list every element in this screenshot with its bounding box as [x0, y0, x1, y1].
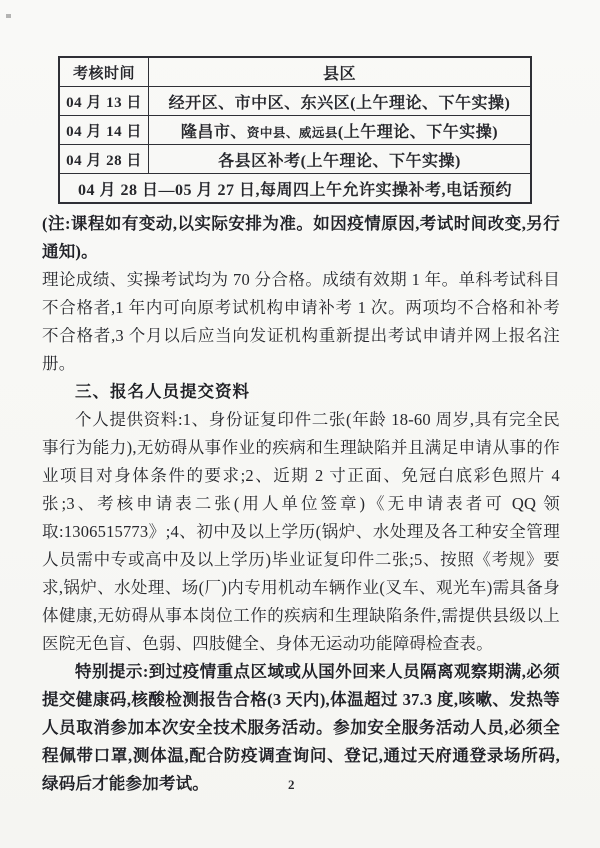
table-row: [59, 145, 531, 174]
district-cell: 各县区补考(上午理论、下午实操): [149, 145, 532, 174]
page-number: 2: [288, 777, 295, 792]
exam-date-cell: 04 月 13 日: [59, 87, 149, 116]
district-cell: [149, 116, 532, 145]
column-header-district: 县区: [149, 57, 532, 87]
scan-speck: [6, 14, 11, 18]
special-notice-paragraph: 特别提示:到过疫情重点区域或从国外回来人员隔离观察期满,必须提交健康码,核酸检测报告合格(3 天内),体温超过 37.3 度,咳嗽、发热等人员取消参加本次安全技术服务活动。参加安全服务活动人员,必须全程佩带口罩,测体温,配合防疫调查询问、登记,通过天府通登录场所码,绿码后才能参加考试。: [42, 662, 560, 793]
table-row: [59, 116, 531, 145]
district-cell: 经开区、市中区、东兴区(上午理论、下午实操): [149, 87, 532, 116]
makeup-exam-note-cell: 04 月 28 日—05 月 27 日,每周四上午允许实操补考,电话预约: [59, 174, 531, 204]
table-footer-row: [59, 174, 531, 204]
table-header-row: [59, 57, 531, 87]
table-row: [59, 87, 531, 116]
document-content: [42, 56, 560, 798]
column-header-exam-time: 考核时间: [59, 57, 149, 87]
passing-score-paragraph: 理论成绩、实操考试均为 70 分合格。成绩有效期 1 年。单科考试科目不合格者,1 年内可向原考试机构申请补考 1 次。两项均不合格和补考不合格者,3 个月以后应当向发证机构重新提出考试申请并网上报名注册。: [42, 270, 560, 373]
district-text-small: 资中县、威远县: [246, 125, 338, 140]
schedule-note-paragraph: (注:课程如有变动,以实际安排为准。如因疫情原因,考试时间改变,另行通知)。: [42, 214, 560, 261]
section-heading: 三、报名人员提交资料: [75, 383, 250, 401]
exam-date-cell: 04 月 28 日: [59, 145, 149, 174]
district-text: 隆昌市、: [180, 123, 247, 141]
exam-schedule-table: [58, 56, 532, 204]
district-text: (上午理论、下午实操): [337, 123, 499, 141]
materials-paragraph: 个人提供资料:1、身份证复印件二张(年龄 18-60 周岁,具有完全民事行为能力),无妨碍从事作业的疾病和生理缺陷并且满足申请从事的作业项目对身体条件的要求;2、近期 2 寸正面、免冠白底彩色照片 4 张;3、考核申请表二张(用人单位签章)《无申请表者可 QQ 领取:1306515773》;4、初中及以上学历(锅炉、水处理及各工种安全管理人员需中专或高中及以上学历)毕业证复印件二张;5、按照《考规》要求,锅炉、水处理、场(厂)内专用机动车辆作业(叉车、观光车)需具备身体健康,无妨碍从事本岗位工作的疾病和生理缺陷条件,需提供县级以上医院无色盲、色弱、四肢健全、身体无运动功能障碍检查表。: [42, 410, 560, 653]
exam-date-cell: 04 月 14 日: [59, 116, 149, 145]
